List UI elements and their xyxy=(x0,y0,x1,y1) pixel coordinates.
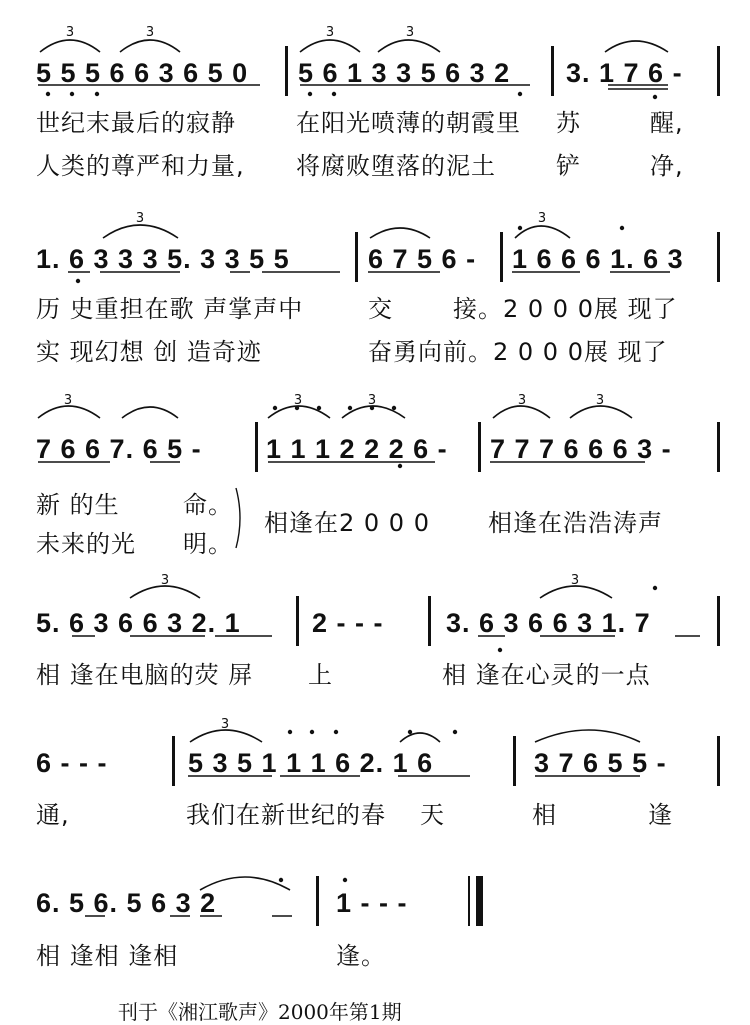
row3-measure1-notes: 7 6 6 7. 6 5 - xyxy=(36,434,202,464)
row3-lyric2-b: 明。 xyxy=(183,530,233,558)
barline xyxy=(500,232,503,282)
row4-lyric-c: 相 逢在心灵的一点 xyxy=(442,661,651,689)
row4-lyric-a: 相 逢在电脑的荧 屏 xyxy=(36,661,254,689)
slur-arc xyxy=(515,226,570,238)
row3-lyric1-b: 命。 xyxy=(183,491,233,519)
barline xyxy=(428,596,431,646)
row1-lyric2-b: 将腐败堕落的泥土 xyxy=(296,152,496,180)
row3-chorus-b: 相逢在浩浩涛声 xyxy=(488,509,663,537)
row1-lyric1-d: 醒, xyxy=(650,109,684,137)
row1-measure2-notes: 5 6 1 3 3 5 6 3 2 xyxy=(298,58,511,88)
final-thin-barline xyxy=(468,876,470,926)
row3-lyric1-a: 新 的生 xyxy=(36,491,120,519)
row4-measure3-notes: 3. 6 3 6 6 3 1. 7 xyxy=(446,608,651,638)
barline xyxy=(717,232,720,282)
row5-measure1-notes: 6 - - - xyxy=(36,748,108,778)
slur-arc xyxy=(378,40,440,52)
row5-lyric-e: 逢 xyxy=(648,801,673,829)
slur-arc xyxy=(103,225,178,238)
row2-lyric1-b: 交 xyxy=(368,295,393,323)
row2-lyric2-a: 实 现幻想 创 造奇迹 xyxy=(36,338,262,366)
triplet-mark: 3 xyxy=(517,393,527,408)
row3-lyric2-a: 未来的光 xyxy=(36,530,136,558)
barline xyxy=(255,422,258,472)
barline xyxy=(717,46,720,96)
triplet-mark: 3 xyxy=(160,573,170,588)
triplet-mark: 3 xyxy=(405,25,415,40)
row5-measure2-notes: 5 3 5 1 1 1 6 2. 1 6 xyxy=(188,748,434,778)
row1-lyric2-c: 铲 xyxy=(556,152,581,180)
source-note: 刊于《湘江歌声》2000年第1期 xyxy=(118,1000,402,1024)
row1-lyric1-a: 世纪末最后的寂静 xyxy=(36,109,236,137)
row2-measure1-notes: 1. 6 3 3 3 5. 3 3 5 5 xyxy=(36,244,290,274)
row1-measure3-notes: 3. 1 7 6 - xyxy=(566,58,683,88)
row3-chorus-a: 相逢在2 0 0 0 xyxy=(264,509,430,537)
row5-lyric-c: 天 xyxy=(420,801,445,829)
barline xyxy=(172,736,175,786)
row5-lyric-a: 通, xyxy=(36,801,70,829)
triplet-mark: 3 xyxy=(325,25,335,40)
triplet-mark: 3 xyxy=(220,717,230,732)
triplet-mark: 3 xyxy=(537,211,547,226)
triplet-mark: 3 xyxy=(570,573,580,588)
row5-lyric-b: 我们在新世纪的春 xyxy=(186,801,386,829)
triplet-mark: 3 xyxy=(135,211,145,226)
verse-bracket xyxy=(236,488,240,548)
slur-arc xyxy=(300,40,360,52)
row2-measure2-notes: 6 7 5 6 - xyxy=(368,244,477,274)
row4-measure1-notes: 5. 6 3 6 6 3 2. 1 xyxy=(36,608,241,638)
row3-measure2-notes: 1 1 1 2 2 2 6 - xyxy=(266,434,448,464)
barline xyxy=(355,232,358,282)
row1-lyric1-c: 苏 xyxy=(556,109,581,137)
row6-lyric-b: 逢。 xyxy=(336,942,386,970)
triplet-mark: 3 xyxy=(367,393,377,408)
row1-lyric2-d: 净, xyxy=(650,152,684,180)
row6-measure1-notes: 6. 5 6. 5 6 3 2 xyxy=(36,888,217,918)
triplet-mark: 3 xyxy=(145,25,155,40)
barline xyxy=(316,876,319,926)
row6-lyric-a: 相 逢相 逢相 xyxy=(36,942,179,970)
triplet-mark: 3 xyxy=(293,393,303,408)
triplet-mark: 3 xyxy=(65,25,75,40)
barline xyxy=(285,46,288,96)
slur-arc xyxy=(120,40,180,52)
row4-measure2-notes: 2 - - - xyxy=(312,608,384,638)
row1-lyric2-a: 人类的尊严和力量, xyxy=(36,152,245,180)
slur-arc xyxy=(605,41,668,52)
slur-arc xyxy=(400,733,440,742)
row1-lyric1-b: 在阳光喷薄的朝霞里 xyxy=(296,109,521,137)
barline xyxy=(513,736,516,786)
row5-measure3-notes: 3 7 6 5 5 - xyxy=(534,748,667,778)
row2-measure3-notes: 1 6 6 6 1. 6 3 xyxy=(512,244,684,274)
row6-measure2-notes: 1 - - - xyxy=(336,888,408,918)
triplet-mark: 3 xyxy=(63,393,73,408)
triplet-mark: 3 xyxy=(595,393,605,408)
barline xyxy=(551,46,554,96)
slur-arc xyxy=(535,730,640,742)
barline xyxy=(717,596,720,646)
final-thick-barline xyxy=(476,876,483,926)
slur-arc xyxy=(370,228,430,238)
slur-arc xyxy=(122,407,178,418)
row1-measure1-notes: 5 5 5 6 6 3 6 5 0 xyxy=(36,58,249,88)
barline xyxy=(717,736,720,786)
row2-lyric1-a: 历 史重担在歌 声掌声中 xyxy=(36,295,304,323)
row2-lyric2-b: 奋勇向前。2 0 0 0展 现了 xyxy=(368,338,668,366)
row4-lyric-b: 上 xyxy=(308,661,333,689)
barline xyxy=(717,422,720,472)
row5-lyric-d: 相 xyxy=(532,801,557,829)
row3-measure3-notes: 7 7 7 6 6 6 3 - xyxy=(490,434,672,464)
barline xyxy=(478,422,481,472)
barline xyxy=(296,596,299,646)
row2-lyric1-c: 接。2 0 0 0展 现了 xyxy=(453,295,678,323)
slur-arc xyxy=(40,40,100,52)
